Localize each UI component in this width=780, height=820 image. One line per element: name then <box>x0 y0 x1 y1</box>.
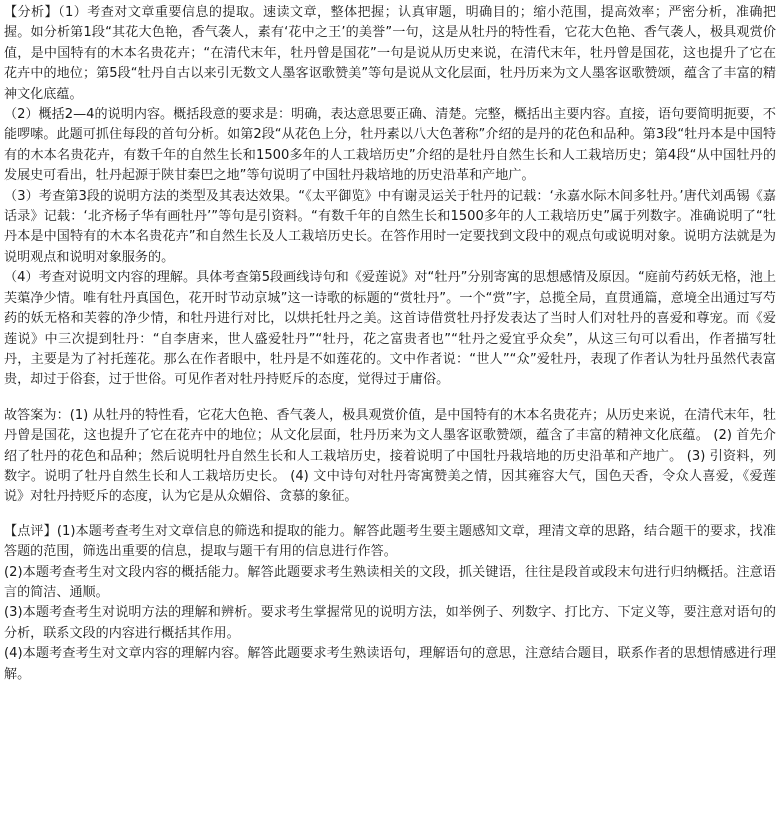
comment-item-4: (4)本题考查考生对文章内容的理解内容。解答此题要求考生熟读语句，理解语句的意思，注意结合题目，联系作者的思想情感进行理解。 <box>4 646 776 682</box>
answer-paragraph: 故答案为：(1) 从牡丹的特性看，它花大色艳、香气袭人，极具观赏价值，是中国特有的木本名贵花卉；从历史来说，在清代末年，牡丹曾是国花，这也提升了它在花卉中的地位；从文化层面，牡丹历来为文人墨客讴歌赞颂，蕴含了丰富的精神文化底蕴。 (2) 首先介绍了牡丹的花色和品种；然后说明牡丹自然生长和人工栽培历史，接着说明了中国牡丹栽培地的历史沿革和产地广。 (3) 引资料，列数字。说明了牡丹自然生长和人工栽培历史长。 (4) 文中诗句对牡丹寄寓赞美之情，因其雍容大气，国色天香，令众人喜爱，《爱莲说》对牡丹持贬斥的态度，认为它是从众媚俗、贪慕的象征。 <box>4 407 776 505</box>
analysis-item-1-text: （1）考查对文章重要信息的提取。速读文章，整体把握；认真审题，明确目的；缩小范围，提高效率；严密分析，准确把握。如分析第1段“其花大色艳，香气袭人，素有‘花中之王’的美誉”一句，这是从牡丹的特性看，它花大色艳、香气袭人，极具观赏价值，是中国特有的木本名贵花卉；“在清代末年，牡丹曾是国花”一句是说从历史来说，在清代末年，牡丹曾是国花，这也提升了它在花卉中的地位；第5段“牡丹自古以来引无数文人墨客讴歌赞美”等句是说从文化层面，牡丹历来为文人墨客讴歌赞颂，蕴含了丰富的精神文化底蕴。 <box>4 5 777 102</box>
comment-heading: 【点评】 <box>4 523 57 539</box>
analysis-item-1 <box>4 3 776 105</box>
comment-item-3: (3)本题考查考生对说明方法的理解和辨析。要求考生掌握常见的说明方法，如举例子、列数字、打比方、下定义等，要注意对语句的分析，联系文段的内容进行概括其作用。 <box>4 605 776 641</box>
analysis-heading: 【分析】 <box>4 5 59 20</box>
comment-item-1-text: (1)本题考查考生对文章信息的筛选和提取的能力。解答此题考生要主题感知文章，理清文章的思路，结合题干的要求，找准答题的范围，筛选出重要的信息，提取与题干有用的信息进行作答。 <box>4 523 776 560</box>
analysis-item-3: （3）考查第3段的说明方法的类型及其表达效果。“《太平御览》中有谢灵运关于牡丹的记载：‘永嘉水际木间多牡丹。’唐代刘禹锡《嘉话录》记载：‘北齐杨子华有画牡丹’”等句是引资料。“有数千年的自然生长和1500多年的人工栽培历史”属于列数字。准确说明了“牡丹本是中国特有的木本名贵花卉”和自然生长及人工栽培历史长。在答作用时一定要找到文段中的观点句或说明对象。说明方法就是为说明观点和说明对象服务的。 <box>4 188 776 265</box>
analysis-item-4: （4）考查对说明文内容的理解。具体考查第5段画线诗句和《爱莲说》对“牡丹”分别寄寓的思想感情及原因。“庭前芍药妖无格，池上芙蕖净少情。唯有牡丹真国色，花开时节动京城”这一诗歌的标题的“赏牡丹”。一个“赏”字，总揽全局，直贯通篇，意境全出通过写芍药的妖无格和芙蓉的净少情，和牡丹进行对比，以烘托牡丹之美。这首诗借赏牡丹抒发表达了当时人们对牡丹的喜爱和尊宠。而《爱莲说》中三次提到牡丹：“自李唐来，世人盛爱牡丹”“牡丹，花之富贵者也”“牡丹之爱宜乎众矣”，从这三句可以看出，作者描写牡丹，主要是为了衬托莲花。那么在作者眼中，牡丹是不如莲花的。文中作者说：“世人”“众”爱牡丹，表现了作者认为牡丹虽然代表富贵，却过于俗套，过于世俗。可见作者对牡丹持贬斥的态度，觉得过于庸俗。 <box>4 270 776 388</box>
comment-item-2: (2)本题考查考生对文段内容的概括能力。解答此题要求考生熟读相关的文段，抓关键语，往往是段首或段末句进行归纳概括。注意语言的简洁、通顺。 <box>4 564 776 600</box>
analysis-item-2: （2）概括2—4的说明内容。概括段意的要求是：明确，表达意思要正确、清楚。完整，概括出主要内容。直接，语句要简明扼要，不能啰嗦。此题可抓住每段的首句分析。如第2段“从花色上分，牡丹素以八大色著称”介绍的是丹的花色和品种。第3段“牡丹本是中国特有的木本名贵花卉，有数千年的自然生长和1500多年的人工栽培历史”介绍的是牡丹自然生长和人工栽培历史；第4段“从中国牡丹的发展史可看出，牡丹起源于陕甘秦巴之地”等句说明了中国牡丹栽培地的历史沿革和产地广。 <box>4 107 776 184</box>
comment-item-1 <box>4 522 776 563</box>
